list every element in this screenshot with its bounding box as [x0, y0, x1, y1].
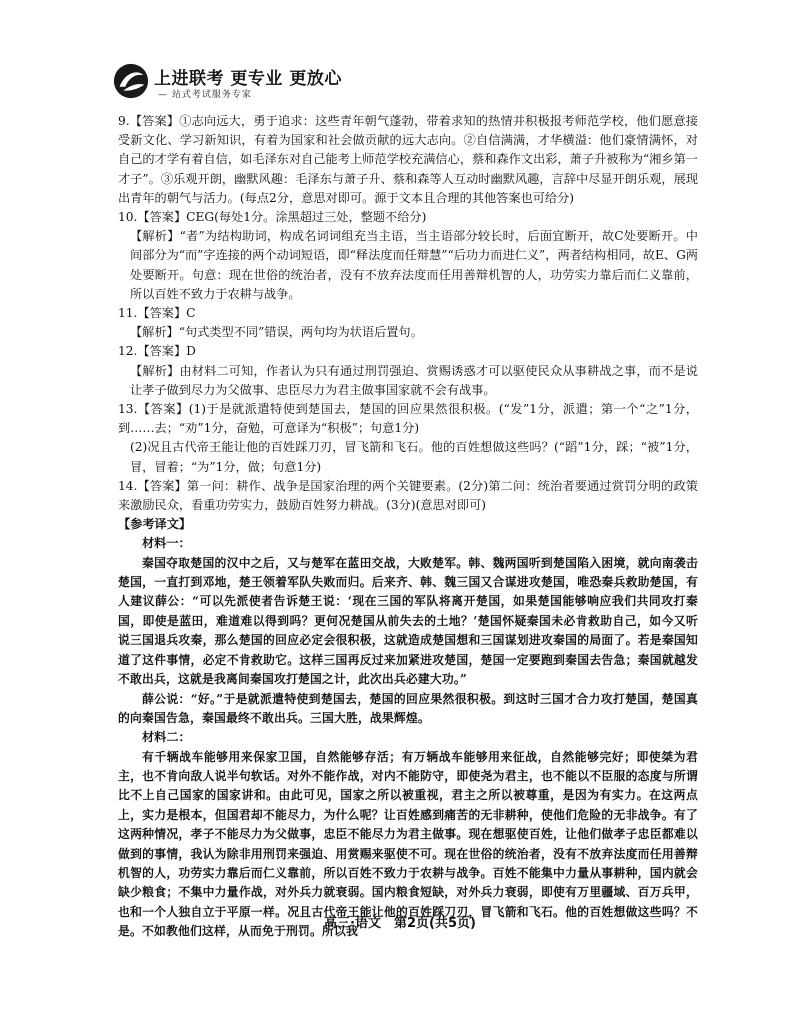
brand-logo-icon [112, 62, 150, 100]
material-2-paragraph: 有千辆战车能够用来保家卫国，自然能够存活；有万辆战车能够用来征战，自然能够完好；即使桀为君主，也不肯向敌人说半句软话。对外不能作战，对内不能防守，即使尧为君主，也不能以不臣服的态度与所谓比不上自己国家的国家讲和。由此可见，国家之所以被重视，君主之所以被尊重，是因为有实力。在这两点上，实力是根本，但国君却不能尽力，为什么呢？让百姓感到痛苦的无非耕种，使他们危险的无非战争。有了这两种情况，孝子不能尽力为父做事，忠臣不能尽力为君主做事。现在想驱使百姓，让他们做孝子忠臣都难以做到的事情，我认为除非用刑罚来强迫、用赏赐来驱使不可。现在世俗的统治者，没有不放弃法度而任用善辩机智的人，功劳实力靠后而仁义靠前，所以百姓不致力于农耕与战争。百姓不能集中力量从事耕种，国内就会缺少粮食；不集中力量作战，对外兵力就衰弱。国内粮食短缺，对外兵力衰弱，即使有万里疆域、百万兵甲，也和一个人独自立于平原一样。况且古代帝王能让他的百姓踩刀刃，冒飞箭和飞石。他的百姓想做这些吗？不是。不如教他们这样，从而免于刑罚。所以我 [118, 749, 698, 939]
answer-12: 12.【答案】D [118, 344, 196, 359]
analysis-10: 【解析】“者”为结构助词，构成名词词组充当主语，当主语部分较长时，后面宜断开，故C处要断开。中间部分为“而”字连接的两个动词短语，即“释法度而任辩慧”“后功力而进仁义”，两者结构相同，故E、G两处要断开。句意：现在世俗的统治者，没有不放弃法度而任用善辩机智的人，功劳实力靠后而仁义靠前，所以百姓不致力于农耕与战争。 [130, 229, 698, 301]
answer-11: 11.【答案】C [118, 306, 196, 321]
page-content [118, 112, 698, 942]
answer-13-part-2: (2)况且古代帝王能让他的百姓踩刀刃，冒飞箭和飞石。他的百姓想做这些吗？(“蹈”1分，踩；“被”1分，冒，冒着；“为”1分，做；句意1分) [130, 440, 698, 474]
reference-translation-heading: 【参考译文】 [118, 517, 192, 532]
header-logo-banner [112, 60, 342, 104]
page-footer: 高三·语文 第2页(共5页) [324, 916, 476, 931]
answer-14: 14.【答案】第一问：耕作、战争是国家治理的两个关键要素。(2分)第二问：统治者要通过赏罚分明的政策来激励民众，看重功劳实力，鼓励百姓努力耕战。(3分)(意思对即可) [118, 478, 698, 513]
material-1-paragraph: 薛公说：“好。”于是就派遣特使到楚国去，楚国的回应果然很积极。到这时三国才合力攻打楚国，楚国真的向秦国告急，秦国最终不敢出兵。三国大胜，战果辉煌。 [118, 691, 698, 725]
analysis-11: 【解析】“句式类型不同”错误，两句均为状语后置句。 [130, 325, 423, 340]
material-1-title: 材料一： [142, 536, 191, 551]
answer-9: 9.【答案】①志向远大，勇于追求：这些青年朝气蓬勃，带着求知的热情并积极报考师范学校，他们愿意接受新文化、学习新知识，有着为国家和社会做贡献的远大志向。②自信满满，才华横溢：他们豪情满怀，对自己的才学有着自信，如毛泽东对自己能考上师范学校充满信心，蔡和森作文出彩，萧子升被称为“湘乡第一才子”。③乐观开朗，幽默风趣：毛泽东与萧子升、蔡和森等人互动时幽默风趣，言辞中尽显开朗乐观，展现出青年的朝气与活力。(每点2分，意思对即可。源于文本且合理的其他答案也可给分) [118, 114, 698, 205]
answer-10: 10.【答案】CEG(每处1分。涂黑超过三处，整题不给分) [118, 210, 427, 225]
material-2-title: 材料二： [142, 730, 191, 745]
brand-subtitle: — 站式考试服务专家 [158, 90, 252, 100]
analysis-12: 【解析】由材料二可知，作者认为只有通过刑罚强迫、赏赐诱惑才可以驱使民众从事耕战之事，而不是说让孝子做到尽力为父做事、忠臣尽力为君主做事国家就不会有战事。 [130, 363, 698, 397]
answer-13-part-1: 13.【答案】(1)于是就派遣特使到楚国去，楚国的回应果然很积极。(“发”1分，派遣；第一个“之”1分，到……去；“劝”1分，奋勉，可意译为“积极”；句意1分) [118, 402, 698, 436]
brand-slogan: 上进联考 更专业 更放心 [154, 69, 342, 89]
material-1-paragraph: 秦国夺取楚国的汉中之后，又与楚军在蓝田交战，大败楚军。韩、魏两国听到楚国陷入困境，就向南袭击楚国，一直打到邓地，楚王领着军队失败而归。后来齐、韩、魏三国又合谋进攻楚国，唯恐秦兵救助楚国，有人建议薛公：“可以先派使者告诉楚王说：‘现在三国的军队将离开楚国，如果楚国能够响应我们共同攻打秦国，即使是蓝田，难道难以得到吗？更何况楚国从前失去的土地？’楚国怀疑秦国未必肯救助自己，如今又听说三国退兵攻秦，那么楚国的回应必定会很积极，这就造成楚国想和三国谋划进攻秦国的局面了。若是秦国知道了这件事情，必定不肯救助它。这样三国再反过来加紧进攻楚国，楚国一定要跑到秦国去告急；秦国就越发不敢出兵，这就是我离间秦国攻打楚国之计，此次出兵必建大功。” [118, 555, 698, 687]
